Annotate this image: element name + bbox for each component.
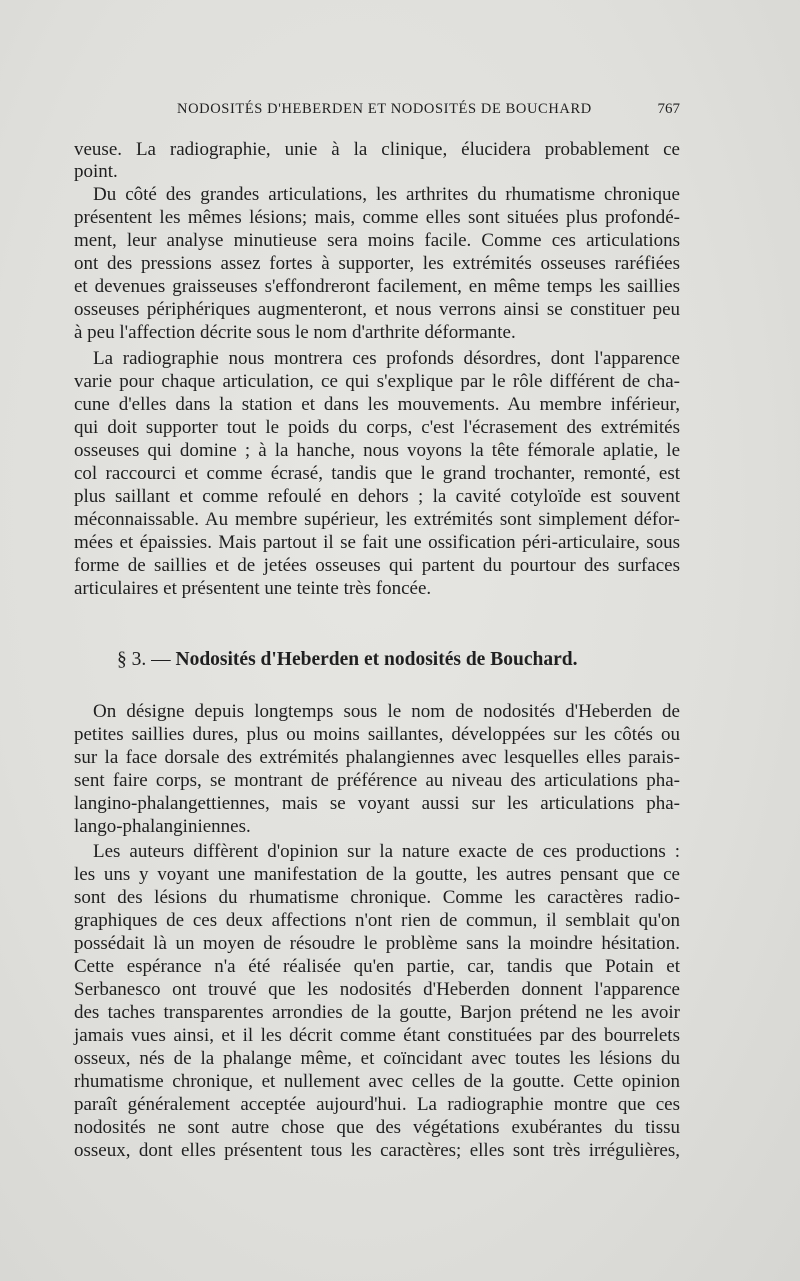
- text-line: à peu l'affection décrite sous le nom d'arthrite déformante.: [74, 322, 516, 343]
- text-line: graphiques de ces deux affections n'ont rien de commun, il semblait qu'on: [74, 910, 680, 931]
- text-line: sont des lésions du rhumatisme chronique. Comme les caractères radio-: [74, 887, 680, 908]
- text-line: petites saillies dures, plus ou moins saillantes, développées sur les côtés ou: [74, 724, 680, 745]
- text-line: ont des pressions assez fortes à supporter, les extrémités osseuses raréfiées: [74, 253, 680, 274]
- text-line: nodosités ne sont autre chose que des végétations exubérantes du tissu: [74, 1117, 680, 1138]
- section-heading: [117, 648, 577, 672]
- text-line: possédait là un moyen de résoudre le problème sans la moindre hésitation.: [74, 933, 680, 954]
- text-line: Du côté des grandes articulations, les arthrites du rhumatisme chronique: [93, 184, 680, 205]
- text-line: Serbanesco ont trouvé que les nodosités d'Heberden donnent l'apparence: [74, 979, 680, 1000]
- text-line: lango-phalanginiennes.: [74, 816, 251, 837]
- text-line: ment, leur analyse minutieuse sera moins facile. Comme ces articulations: [74, 230, 680, 251]
- text-line: mées et épaissies. Mais partout il se fait une ossification péri-articulaire, sous: [74, 532, 680, 553]
- text-line: cune d'elles dans la station et dans les mouvements. Au membre inférieur,: [74, 394, 680, 415]
- text-line: jamais vues ainsi, et il les décrit comme étant constituées par des bourrelets: [74, 1025, 680, 1046]
- text-line: sent faire corps, se montrant de préférence au niveau des articulations pha-: [74, 770, 680, 791]
- text-line: sur la face dorsale des extrémités phalangiennes avec lesquelles elles parais-: [74, 747, 680, 768]
- section-title: Nodosités d'Heberden et nodosités de Bouchard.: [175, 649, 578, 670]
- text-line: des taches transparentes arrondies de la goutte, Barjon prétend ne les avoir: [74, 1002, 680, 1023]
- section-number: § 3. —: [117, 649, 171, 670]
- text-line: osseux, nés de la phalange même, et coïncidant avec toutes les lésions du: [74, 1048, 680, 1069]
- text-line: paraît généralement acceptée aujourd'hui. La radiographie montre que ces: [74, 1094, 680, 1115]
- text-line: langino-phalangettiennes, mais se voyant aussi sur les articulations pha-: [74, 793, 680, 814]
- text-line: Cette espérance n'a été réalisée qu'en partie, car, tandis que Potain et: [74, 956, 680, 977]
- running-header: [74, 101, 680, 121]
- text-line: On désigne depuis longtemps sous le nom de nodosités d'Heberden de: [93, 701, 680, 722]
- text-line: osseuses qui domine ; à la hanche, nous voyons la tête fémorale aplatie, le: [74, 440, 680, 461]
- text-line: articulaires et présentent une teinte très foncée.: [74, 578, 432, 599]
- text-line: rhumatisme chronique, et nullement avec celles de la goutte. Cette opinion: [74, 1071, 680, 1092]
- text-line: et devenues graisseuses s'effondreront facilement, en même temps les saillies: [74, 276, 680, 297]
- text-line: plus saillant et comme refoulé en dehors ; la cavité cotyloïde est souvent: [74, 486, 680, 507]
- text-line: méconnaissable. Au membre supérieur, les extrémités sont simplement défor-: [74, 509, 680, 530]
- text-line: présentent les mêmes lésions; mais, comme elles sont situées plus profondé-: [74, 207, 680, 228]
- text-line: les uns y voyant une manifestation de la goutte, les autres pensant que ce: [74, 864, 680, 885]
- text-line: veuse. La radiographie, unie à la clinique, élucidera probablement ce: [74, 139, 680, 160]
- text-line: Les auteurs diffèrent d'opinion sur la nature exacte de ces productions :: [93, 841, 680, 862]
- text-line: point.: [74, 161, 118, 182]
- text-line: col raccourci et comme écrasé, tandis que le grand trochanter, remonté, est: [74, 463, 680, 484]
- running-header-title: NODOSITÉS D'HEBERDEN ET NODOSITÉS DE BOUCHARD: [177, 101, 592, 117]
- text-line: La radiographie nous montrera ces profonds désordres, dont l'apparence: [93, 348, 680, 369]
- page-number: 767: [657, 101, 680, 117]
- text-line: qui doit supporter tout le poids du corps, c'est l'écrasement des extrémités: [74, 417, 680, 438]
- text-line: forme de saillies et de jetées osseuses qui partent du pourtour des surfaces: [74, 555, 680, 576]
- text-line: varie pour chaque articulation, ce qui s'explique par le rôle différent de cha-: [74, 371, 680, 392]
- text-line: osseuses périphériques augmenteront, et nous verrons ainsi se constituer peu: [74, 299, 680, 320]
- text-line: osseux, dont elles présentent tous les caractères; elles sont très irrégulières,: [74, 1140, 680, 1161]
